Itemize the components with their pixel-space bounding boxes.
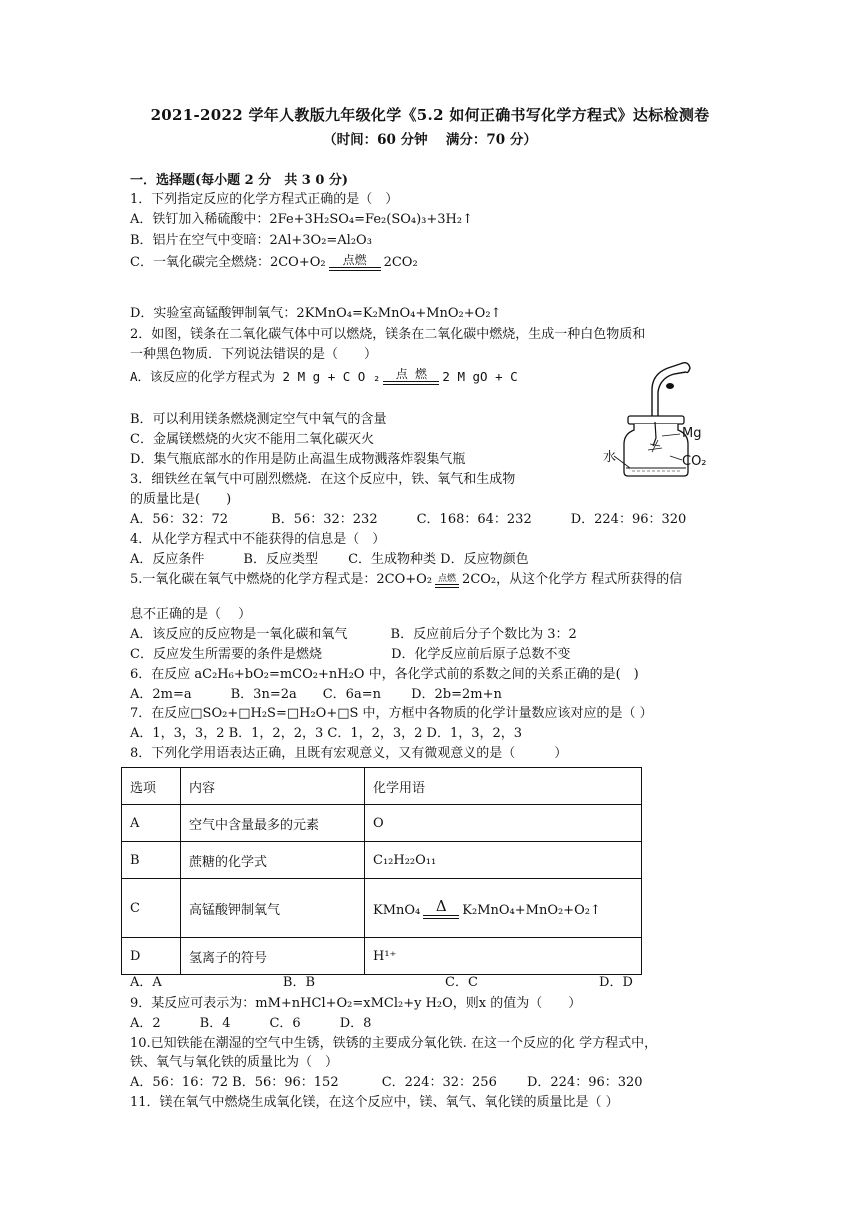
q6-options: A．2m=a B．3n=2a C．6a=n D．2b=2m+n — [130, 687, 502, 702]
row-c-expr-left: KMnO₄ — [373, 902, 421, 918]
q2-condition-text: 点 燃 — [395, 367, 427, 381]
q1-equal-sign — [329, 267, 381, 271]
q2-option-d: D．集气瓶底部水的作用是防止高温生成物溅落炸裂集气瓶 — [130, 452, 466, 467]
table-cell-expression: O — [365, 805, 642, 842]
q6-stem: 6．在反应 aC₂H₆+bO₂=mCO₂+nH₂O 中，各化学式前的系数之间的关系正确的是( ) — [130, 667, 639, 682]
q2-option-a — [130, 368, 518, 385]
q10-options: A．56：16：72 B．56：96：152 C．224：32：256 D．224：96：320 — [130, 1075, 643, 1090]
figure-label-co2: CO₂ — [682, 454, 707, 469]
q1-condition-text: 点燃 — [342, 253, 367, 267]
q5-stem-right: 2CO₂，从这个化学方 程式所获得的信 — [462, 572, 683, 587]
row-c-condition — [422, 898, 460, 919]
q8-options: A．A B．B C．C D．D — [130, 975, 633, 990]
table-row — [122, 938, 642, 975]
table-cell-content: 空气中含量最多的元素 — [181, 805, 365, 842]
table-cell-expression: C₁₂H₂₂O₁₁ — [365, 842, 642, 879]
q8-stem: 8．下列化学用语表达正确，且既有宏观意义，又有微观意义的是（ ） — [130, 746, 568, 761]
q8-options-table — [121, 767, 642, 975]
document-title: 2021-2022 学年人教版九年级化学《5.2 如何正确书写化学方程式》达标检测卷 — [150, 106, 710, 124]
section-heading: 一．选择题(每小题 2 分 共 3 0 分) — [130, 173, 349, 188]
table-cell-content: 氢离子的符号 — [181, 938, 365, 975]
table-row — [122, 842, 642, 879]
table-cell-content: 蔗糖的化学式 — [181, 842, 365, 879]
document-subtitle: （时间：60 分钟 满分：70 分） — [323, 132, 537, 148]
q1-option-a: A．铁钉加入稀硫酸中：2Fe+3H₂SO₄=Fe₂(SO₄)₃+3H₂↑ — [130, 212, 473, 227]
q7-stem: 7．在反应□SO₂+□H₂S=□H₂O+□S 中，方框中各物质的化学计量数应该对应的是（ ） — [130, 706, 653, 721]
row-c-equal-sign — [423, 915, 459, 919]
q5-options-cd: C．反应发生所需要的条件是燃烧 D．化学反应前后原子总数不变 — [130, 647, 571, 662]
q5-options-ab: A．该反应的反应物是一氧化碳和氧气 B．反应前后分子个数比为 3：2 — [130, 627, 577, 642]
figure-label-water: 水 — [603, 450, 617, 465]
table-cell-option: C — [122, 879, 181, 938]
q2-option-a-left: A．该反应的化学方程式为 2 M g + C O ₂ — [130, 369, 381, 384]
figure-label-mg: Mg — [682, 426, 702, 441]
q9-stem: 9．某反应可表示为：mM+nHCl+O₂=xMCl₂+y H₂O，则x 的值为（ ） — [130, 996, 582, 1011]
q1-option-d: D．实验室高锰酸钾制氧气：2KMnO₄=K₂MnO₄+MnO₂+O₂↑ — [130, 306, 502, 321]
table-row — [122, 805, 642, 842]
q10-stem-line1: 10.已知铁能在潮湿的空气中生锈，铁锈的主要成分氧化铁. 在这一个反应的化 学方程式中， — [130, 1036, 658, 1051]
table-cell-content: 高锰酸钾制氧气 — [181, 879, 365, 938]
q2-option-a-condition — [382, 368, 440, 385]
q7-options: A．1，3，3，2 B．1，2，2，3 C．1，2，3，2 D．1，3，2，3 — [130, 726, 523, 741]
table-row — [122, 879, 642, 938]
q3-stem-line2: 的质量比是( ) — [130, 492, 232, 507]
q2-option-b: B．可以利用镁条燃烧测定空气中氧气的含量 — [130, 412, 387, 427]
q10-stem-line2: 铁、氧气与氧化铁的质量比为（ ） — [130, 1055, 339, 1070]
q3-stem-line1: 3．细铁丝在氧气中可剧烈燃烧．在这个反应中，铁、氧气和生成物 — [130, 472, 516, 487]
table-cell-option: D — [122, 938, 181, 975]
table-header-cell: 选项 — [122, 768, 181, 805]
q5-stem-line2: 息不正确的是（ ） — [130, 607, 252, 622]
q4-stem: 4．从化学方程式中不能获得的信息是（ ） — [130, 532, 386, 547]
q2-equal-sign — [383, 381, 439, 385]
table-header-cell: 化学用语 — [365, 768, 642, 805]
table-header-cell: 内容 — [181, 768, 365, 805]
table-cell-option: A — [122, 805, 181, 842]
q2-option-a-right: 2 M gO + C — [442, 369, 518, 384]
q4-options: A．反应条件 B．反应类型 C．生成物种类 D．反应物颜色 — [130, 552, 529, 567]
q9-options: A．2 B．4 C．6 D．8 — [130, 1016, 372, 1031]
table-cell-expression: H¹⁺ — [365, 938, 642, 975]
table-cell-expression — [365, 879, 642, 938]
q2-stem-line1: 2．如图，镁条在二氧化碳气体中可以燃烧，镁条在二氧化碳中燃烧，生成一种白色物质和 — [130, 327, 646, 342]
q5-condition-text: 点燃 — [438, 574, 457, 584]
q5-equal-sign — [435, 584, 459, 588]
q11-stem: 11．镁在氧气中燃烧生成氧化镁，在这个反应中，镁、氧气、氧化镁的质量比是（ ） — [130, 1095, 619, 1110]
row-c-expr-right: K₂MnO₄+MnO₂+O₂↑ — [462, 902, 601, 918]
q1-option-c-condition — [328, 254, 382, 271]
table-cell-option: B — [122, 842, 181, 879]
q3-options: A．56：32：72 B．56：32：232 C．168：64：232 D．224：96：320 — [130, 512, 687, 527]
row-c-condition-text: Δ — [435, 896, 447, 915]
q1-option-c-right: 2CO₂ — [383, 255, 418, 270]
q1-stem: 1．下列指定反应的化学方程式正确的是（ ） — [130, 192, 399, 207]
q2-stem-line2: 一种黑色物质．下列说法错误的是（ ） — [130, 347, 378, 362]
q5-stem — [130, 572, 682, 588]
q1-option-b: B．铝片在空气中变暗：2Al+3O₂=Al₂O₃ — [130, 233, 372, 248]
q5-condition — [434, 574, 460, 588]
table-header-row — [122, 768, 642, 805]
q2-option-c: C．金属镁燃烧的火灾不能用二氧化碳灭火 — [130, 432, 374, 447]
q1-option-c — [130, 254, 418, 271]
q5-stem-left: 5.一氧化碳在氧气中燃烧的化学方程式是：2CO+O₂ — [130, 572, 433, 587]
q1-option-c-left: C．一氧化碳完全燃烧：2CO+O₂ — [130, 255, 326, 270]
